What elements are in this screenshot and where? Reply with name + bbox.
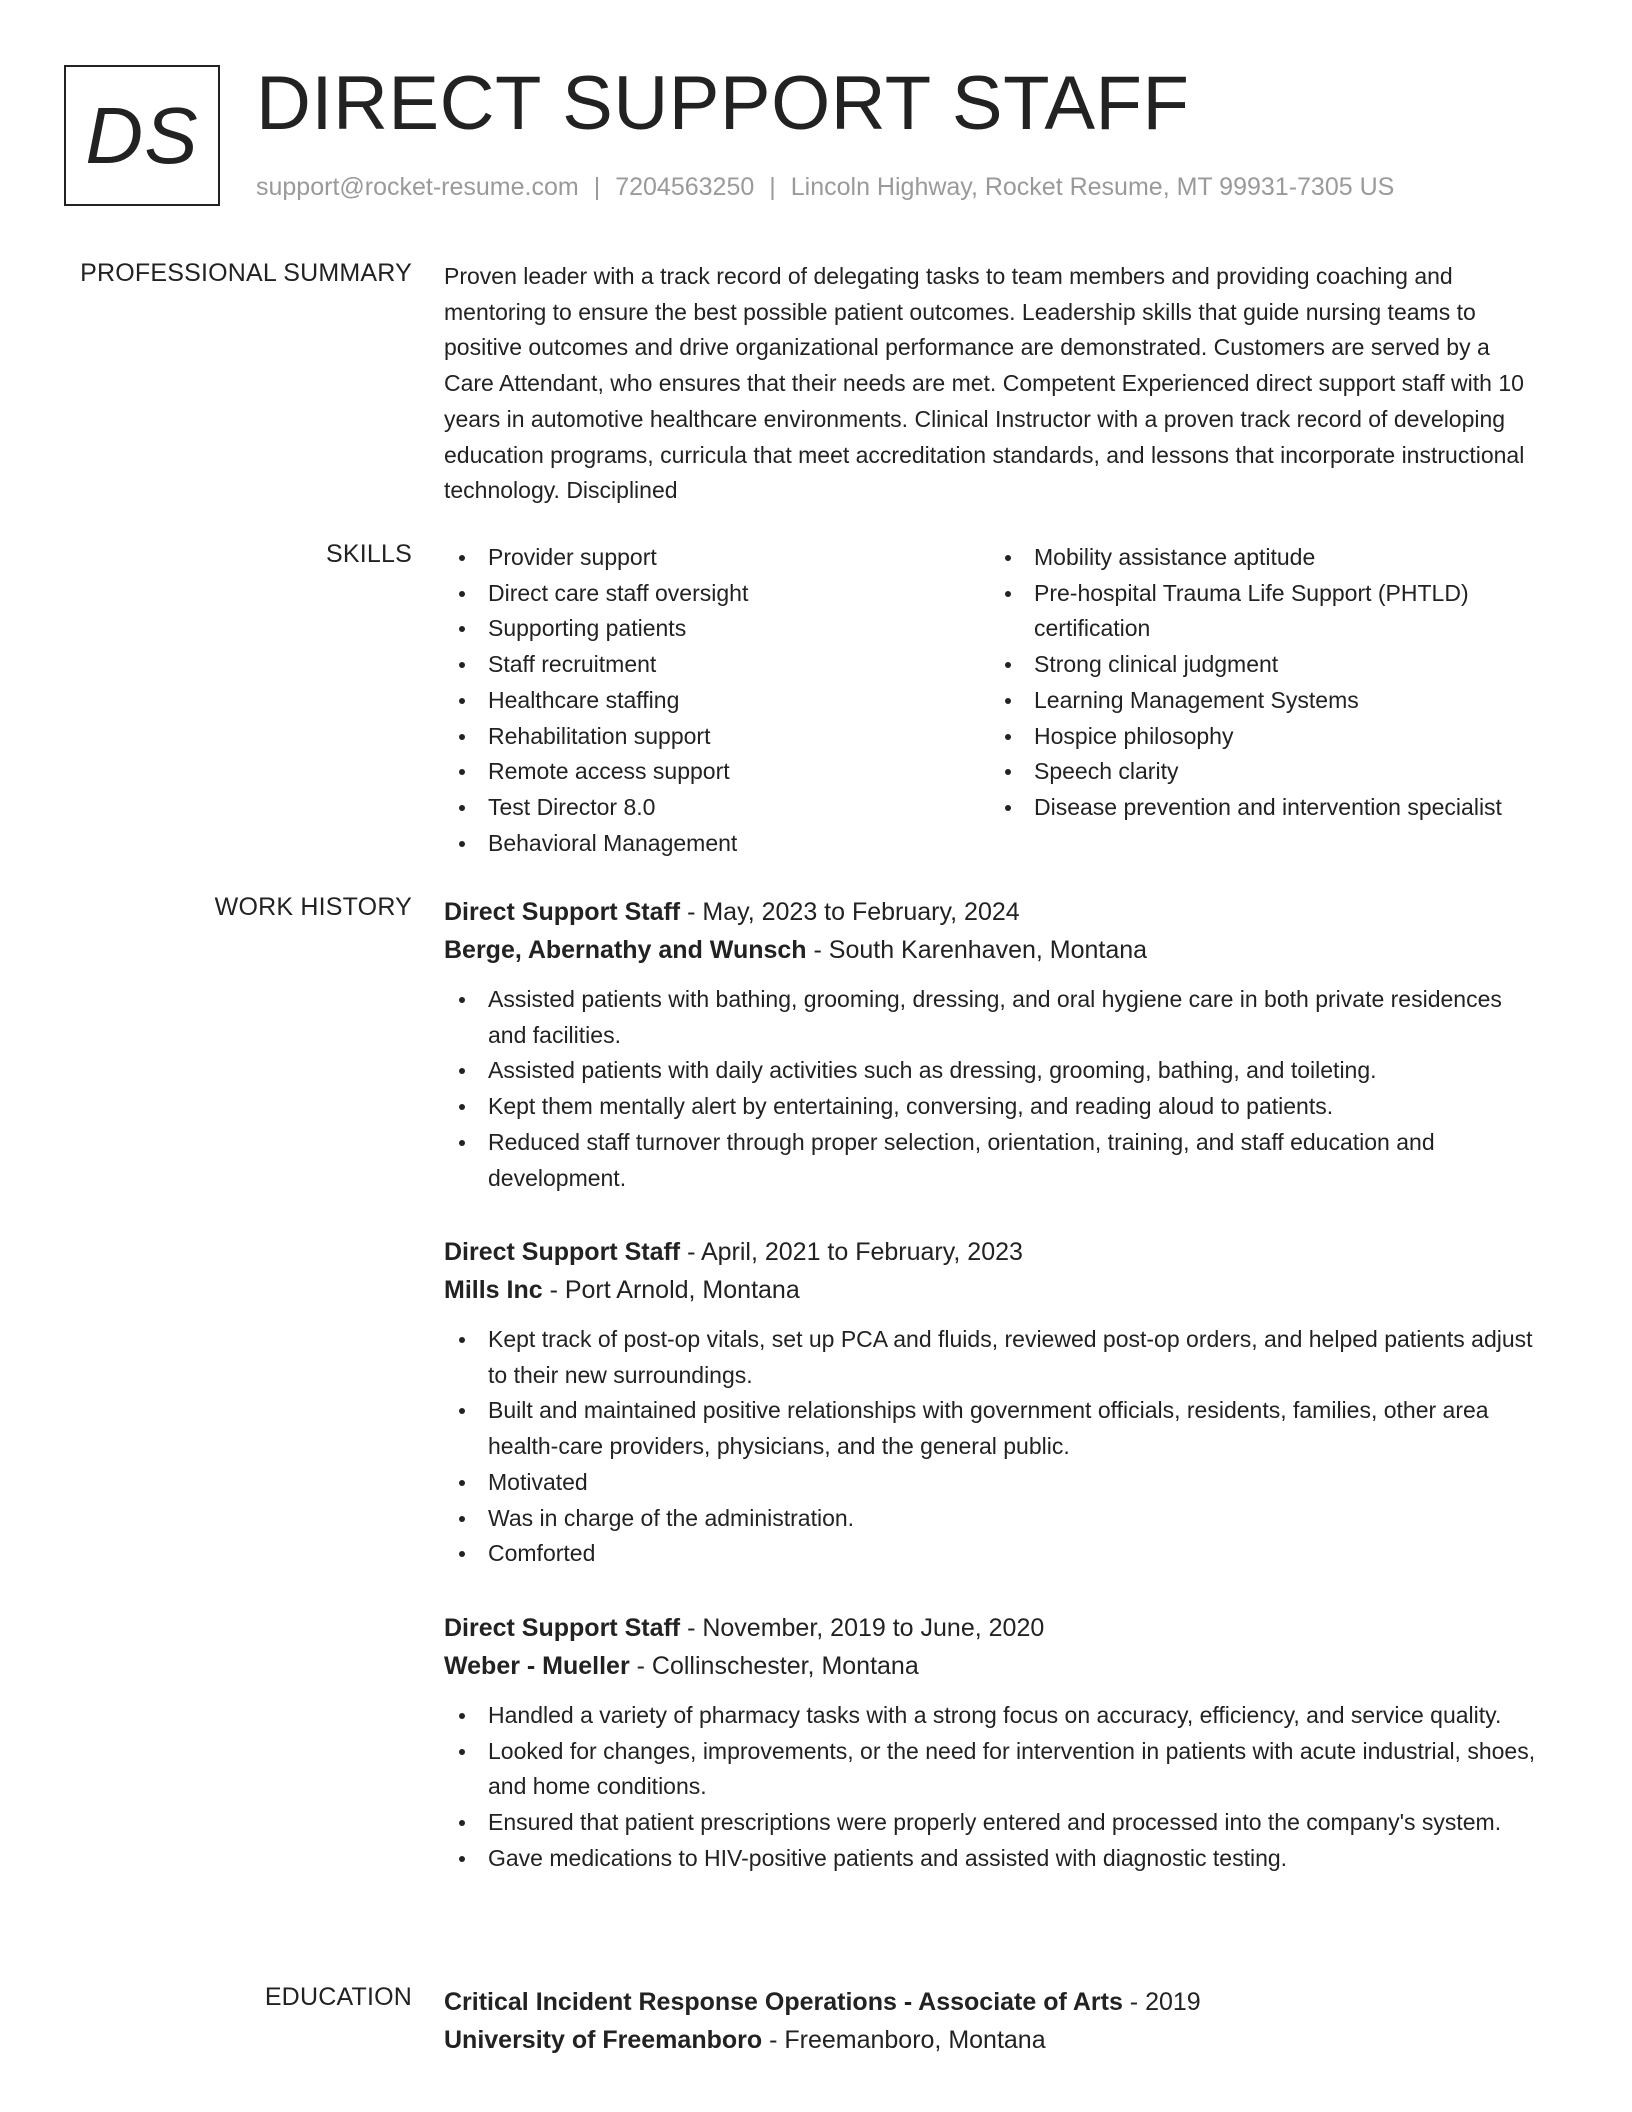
job-entry xyxy=(444,1609,1544,1877)
education-degree: Critical Incident Response Operations - Associate of Arts xyxy=(444,1988,1123,2016)
education-school: University of Freemanboro xyxy=(444,2026,763,2054)
skill-item: Mobility assistance aptitude xyxy=(990,540,1530,576)
resume-header xyxy=(64,61,1572,210)
job-bullet: Kept them mentally alert by entertaining, conversing, and reading aloud to patients. xyxy=(444,1089,1544,1125)
job-bullet: Motivated xyxy=(444,1465,1544,1501)
skill-item: Rehabilitation support xyxy=(444,719,984,755)
section-title-summary: PROFESSIONAL SUMMARY xyxy=(80,259,412,287)
job-bullet: Assisted patients with daily activities such as dressing, grooming, bathing, and toileting. xyxy=(444,1053,1544,1089)
skill-item: Test Director 8.0 xyxy=(444,790,984,826)
job-entry xyxy=(444,893,1544,1196)
contact-email[interactable]: support@rocket-resume.com xyxy=(256,173,579,201)
contact-info xyxy=(256,173,1394,202)
job-bullet: Built and maintained positive relationships with government officials, residents, families, other area health-care providers, physicians, and the general public. xyxy=(444,1393,1544,1464)
skill-item: Behavioral Management xyxy=(444,826,984,862)
skill-item: Pre-hospital Trauma Life Support (PHTLD) certification xyxy=(990,576,1530,647)
education-body xyxy=(444,1983,1544,2059)
skill-item: Direct care staff oversight xyxy=(444,576,984,612)
education-school-line xyxy=(444,2021,1544,2059)
job-location: - Collinschester, Montana xyxy=(629,1652,919,1680)
job-company-line xyxy=(444,931,1544,969)
job-role: Direct Support Staff xyxy=(444,898,681,926)
monogram-logo: DS xyxy=(64,65,220,206)
skill-item: Remote access support xyxy=(444,754,984,790)
skill-item: Supporting patients xyxy=(444,611,984,647)
section-title-skills: SKILLS xyxy=(326,540,412,568)
job-bullet: Looked for changes, improvements, or the need for intervention in patients with acute industrial, shoes, and home conditions. xyxy=(444,1734,1544,1805)
job-title-line xyxy=(444,893,1544,931)
job-company-line xyxy=(444,1647,1544,1685)
skill-item: Strong clinical judgment xyxy=(990,647,1530,683)
job-dates: - May, 2023 to February, 2024 xyxy=(680,898,1020,926)
job-bullet: Was in charge of the administration. xyxy=(444,1501,1544,1537)
job-company-line xyxy=(444,1271,1544,1309)
summary-text: Proven leader with a track record of delegating tasks to team members and providing coaching and mentoring to ensure the best possible patient outcomes. Leadership skills that guide nursing teams to positive outcomes and drive organizational performance are demonstrated. Customers are served by a Care Attendant, who ensures that their needs are met. Competent Experienced direct support staff with 10 years in automotive healthcare environments. Clinical Instructor with a proven track record of developing education programs, curricula that meet accreditation standards, and lessons that incorporate instructional technology. Disciplined xyxy=(444,263,1525,504)
summary-body xyxy=(444,259,1544,509)
candidate-name: DIRECT SUPPORT STAFF xyxy=(256,61,1190,146)
job-role: Direct Support Staff xyxy=(444,1614,681,1642)
job-title-line xyxy=(444,1233,1544,1271)
job-bullets xyxy=(444,982,1544,1196)
job-bullet: Handled a variety of pharmacy tasks with a strong focus on accuracy, efficiency, and service quality. xyxy=(444,1698,1544,1734)
job-company: Weber - Mueller xyxy=(444,1652,630,1680)
skills-column-right xyxy=(990,540,1530,826)
education-degree-line xyxy=(444,1983,1544,2021)
contact-separator: | xyxy=(593,173,601,201)
skill-item: Staff recruitment xyxy=(444,647,984,683)
skills-column-left xyxy=(444,540,984,861)
skill-item: Healthcare staffing xyxy=(444,683,984,719)
job-bullet: Assisted patients with bathing, grooming, dressing, and oral hygiene care in both private residences and facilities. xyxy=(444,982,1544,1053)
job-dates: - November, 2019 to June, 2020 xyxy=(680,1614,1045,1642)
job-bullet: Comforted xyxy=(444,1536,1544,1572)
job-company: Mills Inc xyxy=(444,1276,543,1304)
job-location: - South Karenhaven, Montana xyxy=(806,936,1148,964)
section-title-education: EDUCATION xyxy=(264,1983,412,2011)
job-bullet: Gave medications to HIV-positive patients and assisted with diagnostic testing. xyxy=(444,1841,1544,1877)
section-title-work-history: WORK HISTORY xyxy=(214,893,412,921)
job-role: Direct Support Staff xyxy=(444,1238,681,1266)
skill-item: Speech clarity xyxy=(990,754,1530,790)
skill-item: Hospice philosophy xyxy=(990,719,1530,755)
skill-item: Learning Management Systems xyxy=(990,683,1530,719)
job-bullet: Ensured that patient prescriptions were properly entered and processed into the company's system. xyxy=(444,1805,1544,1841)
job-location: - Port Arnold, Montana xyxy=(542,1276,800,1304)
job-dates: - April, 2021 to February, 2023 xyxy=(680,1238,1023,1266)
job-bullets xyxy=(444,1322,1544,1572)
job-title-line xyxy=(444,1609,1544,1647)
contact-separator: | xyxy=(769,173,776,201)
job-bullets xyxy=(444,1698,1544,1877)
education-year: - 2019 xyxy=(1122,1988,1201,2016)
job-company: Berge, Abernathy and Wunsch xyxy=(444,936,807,964)
job-bullet: Reduced staff turnover through proper selection, orientation, training, and staff education and development. xyxy=(444,1125,1544,1196)
skill-item: Disease prevention and intervention specialist xyxy=(990,790,1530,826)
contact-address: Lincoln Highway, Rocket Resume, MT 99931-7305 US xyxy=(790,173,1395,201)
contact-phone[interactable]: 7204563250 xyxy=(615,173,755,201)
skill-item: Provider support xyxy=(444,540,984,576)
education-location: - Freemanboro, Montana xyxy=(762,2026,1046,2054)
job-entry xyxy=(444,1233,1544,1572)
job-bullet: Kept track of post-op vitals, set up PCA and fluids, reviewed post-op orders, and helped patients adjust to their new surroundings. xyxy=(444,1322,1544,1393)
